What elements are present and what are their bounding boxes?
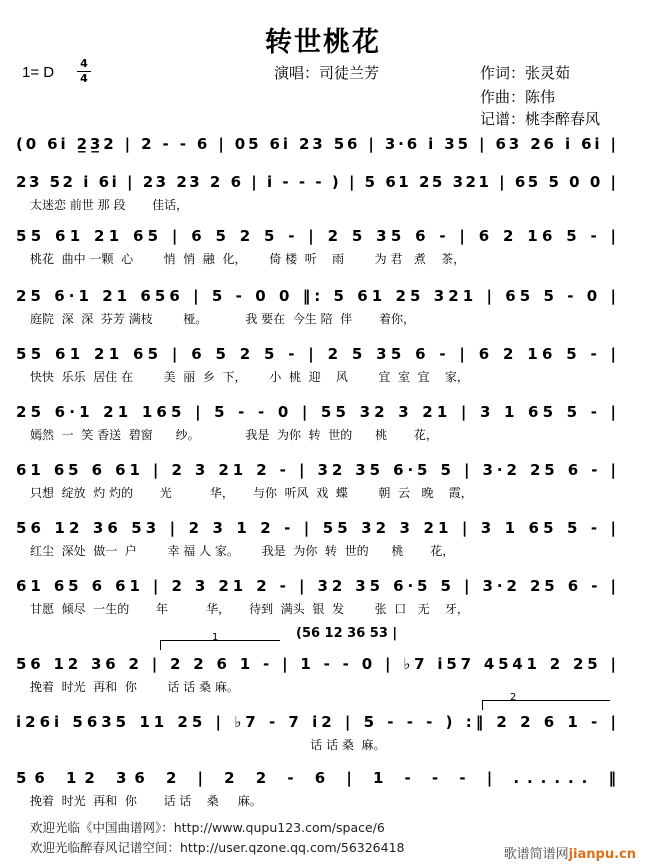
transcriber-credit: 记谱：桃李醉春风	[480, 110, 601, 128]
notes-line-2	[16, 168, 630, 196]
volta-2-label: 2	[510, 692, 517, 703]
notes-text-12: 56 12 36 2 | 2 2 - 6 | 1 - - - | ...... ‖	[16, 769, 616, 787]
interlude-notes: (56 12 36 53 |	[296, 626, 398, 641]
notes-line-6	[16, 398, 630, 426]
singer-credit: 演唱：司徒兰芳	[274, 64, 380, 82]
notes-line-9	[16, 572, 630, 600]
notes-line-1	[16, 130, 630, 158]
time-signature	[77, 58, 91, 85]
volta-1-left	[160, 640, 161, 650]
notes-text-7: 61 65 6 61 | 2 3 21 2 - | 32 35 6·5 5 | 3·2 25 6 - |	[16, 461, 617, 479]
meter-bottom: 4	[80, 72, 88, 85]
lyrics-line-9: 甘愿 倾尽 一生的 年 华， 待到 满头 银 发 张 口 无 牙，	[30, 602, 469, 616]
notes-line-12	[16, 764, 630, 792]
volta-2-bracket	[482, 700, 610, 701]
notes-line-11	[16, 708, 630, 736]
notes-line-5	[16, 340, 630, 368]
notes-text-9: 61 65 6 61 | 2 3 21 2 - | 32 35 6·5 5 | 3·2 25 6 - |	[16, 577, 617, 595]
volta-1-label: 1	[212, 632, 219, 643]
notes-line-10	[16, 650, 630, 678]
watermark-prefix: 歌谱简谱网	[503, 847, 569, 862]
lyrics-line-10: 挽着 时光 再和 你 话 话 桑 麻。	[30, 680, 239, 694]
notes-line-3	[16, 222, 630, 250]
notes-line-8	[16, 514, 630, 542]
key-signature: 1= D	[22, 64, 55, 81]
lyrics-line-5: 快快 乐乐 居住 在 美 丽 乡 下， 小 桃 迎 风 宜 室 宜 家，	[30, 370, 469, 384]
composer-credit: 作曲：陈伟	[480, 88, 556, 106]
notes-line-7	[16, 456, 630, 484]
footer-link-2[interactable]: 欢迎光临醉春风记谱空间：http://user.qzone.qq.com/56326418	[30, 840, 405, 855]
notes-text-5: 55 61 21 65 | 6 5 2 5 - | 2 5 35 6 - | 6 2 16 5 - |	[16, 345, 617, 363]
lyrics-line-2: 太迷恋 前世 那 段 佳话，	[30, 198, 189, 212]
site-watermark	[504, 843, 636, 862]
lyrics-line-11: 话 话 桑 麻。	[28, 738, 386, 752]
lyrics-line-7: 只想 绽放 灼 灼的 光 华， 与你 听风 戏 蝶 朝 云 晚 霞，	[30, 486, 473, 500]
lyrics-line-8: 红尘 深处 做一 户 幸 福 人 家。 我是 为你 转 世的 桃 花，	[30, 544, 455, 558]
notes-line-4	[16, 282, 630, 310]
notes-text-8: 56 12 36 53 | 2 3 1 2 - | 55 32 3 21 | 3 1 65 5 - |	[16, 519, 617, 537]
lyrics-line-12: 挽着 时光 再和 你 话 话 桑 麻。	[30, 794, 262, 808]
notes-text-2: 23 52 i 6i | 23 23 2 6 | i - - - ) | 5 61 25 321 | 65 5 0 0 |	[16, 173, 617, 191]
notes-text-6: 25 6·1 21 165 | 5 - - 0 | 55 32 3 21 | 3 1 65 5 - |	[16, 403, 617, 421]
watermark-brand: jianpu.cn	[568, 847, 636, 862]
lyricist-credit: 作词：张灵茹	[480, 64, 571, 82]
notes-text-1: (0 6i 2̲3̲2 | 2 - - 6 | 05 6i 23 56 | 3·6 i 35 | 63 26 i 6i |	[16, 135, 616, 153]
notes-text-11: i26i 5635 11 25 | ♭7 - 7 i2 | 5 - - - ) :‖ 2 2 6 1 - |	[16, 713, 616, 731]
lyrics-line-6: 嫣然 一 笑 香送 碧窗 纱。 我是 为你 转 世的 桃 花，	[30, 428, 438, 442]
notes-text-10: 56 12 36 2 | 2 2 6 1 - | 1 - - 0 | ♭7 i57 4541 2 25 |	[16, 655, 617, 673]
lyrics-line-3: 桃花 曲中 一颗 心 悄 悄 融 化， 倚 楼 听 雨 为 君 煮 茶，	[30, 252, 466, 266]
song-title: 转世桃花	[265, 27, 381, 58]
meter-top: 4	[80, 57, 88, 70]
volta-1-bracket	[160, 640, 280, 641]
volta-2-left	[482, 700, 483, 710]
footer-link-1[interactable]: 欢迎光临《中国曲谱网》：http://www.qupu123.com/space/6	[30, 820, 385, 835]
notes-text-4: 25 6·1 21 656 | 5 - 0 0 ‖: 5 61 25 321 | 65 5 - 0 |	[16, 287, 616, 305]
notes-text-3: 55 61 21 65 | 6 5 2 5 - | 2 5 35 6 - | 6 2 16 5 - |	[16, 227, 617, 245]
lyrics-line-4: 庭院 深 深 芬芳 满枝 桠。 我 要在 今生 陪 伴 着你，	[30, 312, 415, 326]
